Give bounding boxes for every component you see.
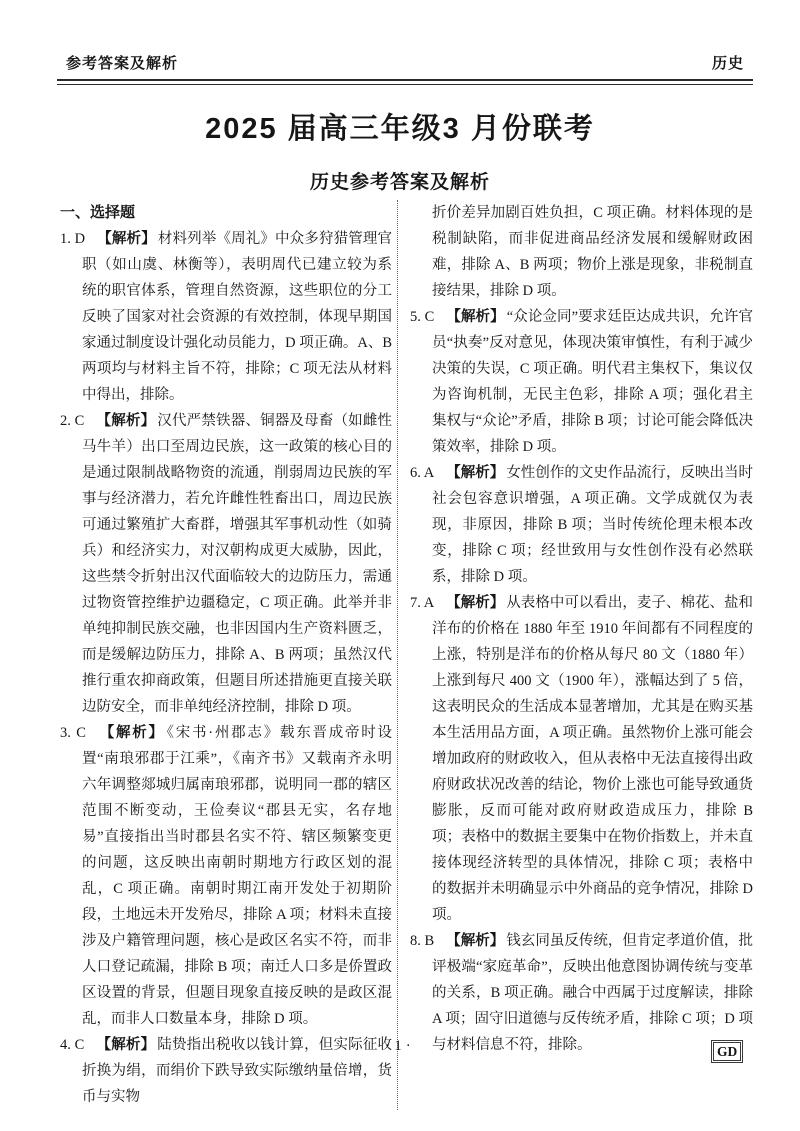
item-continuation-text: 折价差异加剧百姓负担，C 项正确。材料体现的是税制缺陷，而非促进商品经济发展和缓解财政困难，排除 A、B 两项；物价上涨是现象，非税制直接结果，排除 D 项。 [432, 205, 753, 299]
header-double-rule [57, 79, 753, 85]
left-column [60, 200, 392, 1110]
right-column [398, 200, 753, 1058]
page-title: 2025 届高三年级3 月份联考 [205, 113, 595, 145]
gd-badge: GD [711, 1040, 743, 1063]
answer-item [60, 226, 392, 408]
item-explanation-text: 《宋书·州郡志》载东晋成帝时设置“南琅邪郡于江乘”，《南齐书》又载南齐永明六年调整郯城归属南琅邪郡，说明同一郡的辖区范围不断变动，王俭奏议“郡县无实，名存地易”直接指出当时郡县名实不符、辖区频繁变更的问题，这反映出南朝时期地方行政区划的混乱，C 项正确。南朝时期江南开发处于初期阶段，土地远未开发殆尽，排除 A 项；材料未直接涉及户籍管理问题，核心是政区名实不符，而非人口登记疏漏，排除 B 项；南迁人口多是侨置政区设置的背景，但题目现象直接反映的是政区混乱，而非人口数量本身，排除 D 项。 [82, 725, 393, 1027]
item-explanation-text: 从表格中可以看出，麦子、棉花、盐和洋布的价格在 1880 年至 1910 年间都有不同程度的上涨，特别是洋布的价格从每尺 80 文（1880 年）上涨到每尺 400 文（1900 年），涨幅达到了 5 倍，这表明民众的生活成本显著增加，尤其是在购买基本生活用品方面，A 项正确。虽然物价上涨可能会增加政府的财政收入，但从表格中无法直接得出政府财政状况改善的结论，物价上涨也可能导致通货膨胀，反而可能对政府财政造成压力，排除 B 项；表格中的数据主要集中在物价指数上，并未直接体现经济转型的具体情况，排除 C 项；表格中的数据并未明确显示中外商品的竞争情况，排除 D 项。 [432, 595, 754, 923]
running-header [66, 52, 744, 73]
item-number-and-answer: 8. B [410, 933, 435, 949]
analysis-label: 【解析】 [446, 595, 505, 611]
section-heading: 一、选择题 [60, 204, 136, 221]
item-number-and-answer: 7. A [410, 595, 435, 611]
answer-item [410, 590, 753, 928]
analysis-label: 【解析】 [96, 1037, 156, 1053]
answer-item [60, 720, 392, 1032]
answer-item [410, 460, 753, 590]
analysis-label: 【解析】 [446, 465, 505, 481]
item-number-and-answer: 3. C [60, 725, 86, 741]
item-number-and-answer: 2. C [60, 413, 85, 429]
item-number-and-answer: 5. C [410, 309, 435, 325]
item-explanation-text: 女性创作的文史作品流行，反映出当时社会包容意识增强，A 项正确。文学成就仅为表现，非原因，排除 B 项；当时传统伦理未根本改变，排除 C 项；经世致用与女性创作没有必然联系，排除 D 项。 [432, 465, 754, 585]
item-number-and-answer: 4. C [60, 1037, 85, 1053]
answer-item [410, 304, 753, 460]
analysis-label: 【解析】 [96, 413, 156, 429]
item-number-and-answer: 1. D [60, 231, 86, 247]
item-number-and-answer: 6. A [410, 465, 435, 481]
header-right-subject: 历史 [711, 55, 744, 72]
page-subtitle: 历史参考答案及解析 [309, 172, 490, 193]
answer-columns [60, 200, 753, 1110]
analysis-label: 【解析】 [97, 231, 156, 247]
page-number: ·1· [385, 1038, 415, 1054]
answer-item [60, 408, 392, 720]
header-left-text: 参考答案及解析 [66, 55, 179, 72]
analysis-label: 【解析】 [446, 933, 505, 949]
item-explanation-text: 汉代严禁铁器、铜器及母畜（如雌性马牛羊）出口至周边民族，这一政策的核心目的是通过限制战略物资的流通，削弱周边民族的军事与经济潜力，若允许雌性牲畜出口，周边民族可通过繁殖扩大畜群，增强其军事机动性（如骑兵）和经济实力，对汉朝构成更大威胁，因此，这些禁令折射出汉代面临较大的边防压力，需通过物资管控维护边疆稳定，C 项正确。此举并非单纯抑制民族交融，也非因国内生产资料匮乏，而是缓解边防压力，排除 A、B 两项；虽然汉代推行重农抑商政策，但题目所述措施更直接关联边防安全，而非单纯经济控制，排除 D 项。 [82, 413, 393, 715]
analysis-label: 【解析】 [446, 309, 505, 325]
item-explanation-text: 钱玄同虽反传统，但肯定孝道价值，批评极端“家庭革命”，反映出他意图协调传统与变革的关系，B 项正确。融合中西属于过度解读，排除 A 项；固守旧道德与反传统矛盾，排除 C 项；D 项与材料信息不符，排除。 [432, 933, 754, 1053]
item-explanation-text: 陆贽指出税收以钱计算，但实际征收折换为绢，而绢价下跌导致实际缴纳量倍增，货币与实物 [82, 1037, 393, 1105]
analysis-label: 【解析】 [97, 725, 165, 741]
item-explanation-text: 材料列举《周礼》中众多狩猎管理官职（如山虞、林衡等），表明周代已建立较为系统的职官体系，管理自然资源，这些职位的分工反映了国家对社会资源的有效控制，体现早期国家通过制度设计强化动员能力，D 项正确。A、B 两项均与材料主旨不符，排除；C 项无法从材料中得出，排除。 [82, 231, 393, 403]
item-explanation-text: “众论佥同”要求廷臣达成共识，允许官员“执奏”反对意见，体现决策审慎性，有利于减少决策的失误，C 项正确。明代君主集权下，集议仅为咨询机制，无民主色彩，排除 A 项；强化君主集权与“众论”矛盾，排除 B 项；讨论可能会降低决策效率，排除 D 项。 [432, 309, 754, 455]
